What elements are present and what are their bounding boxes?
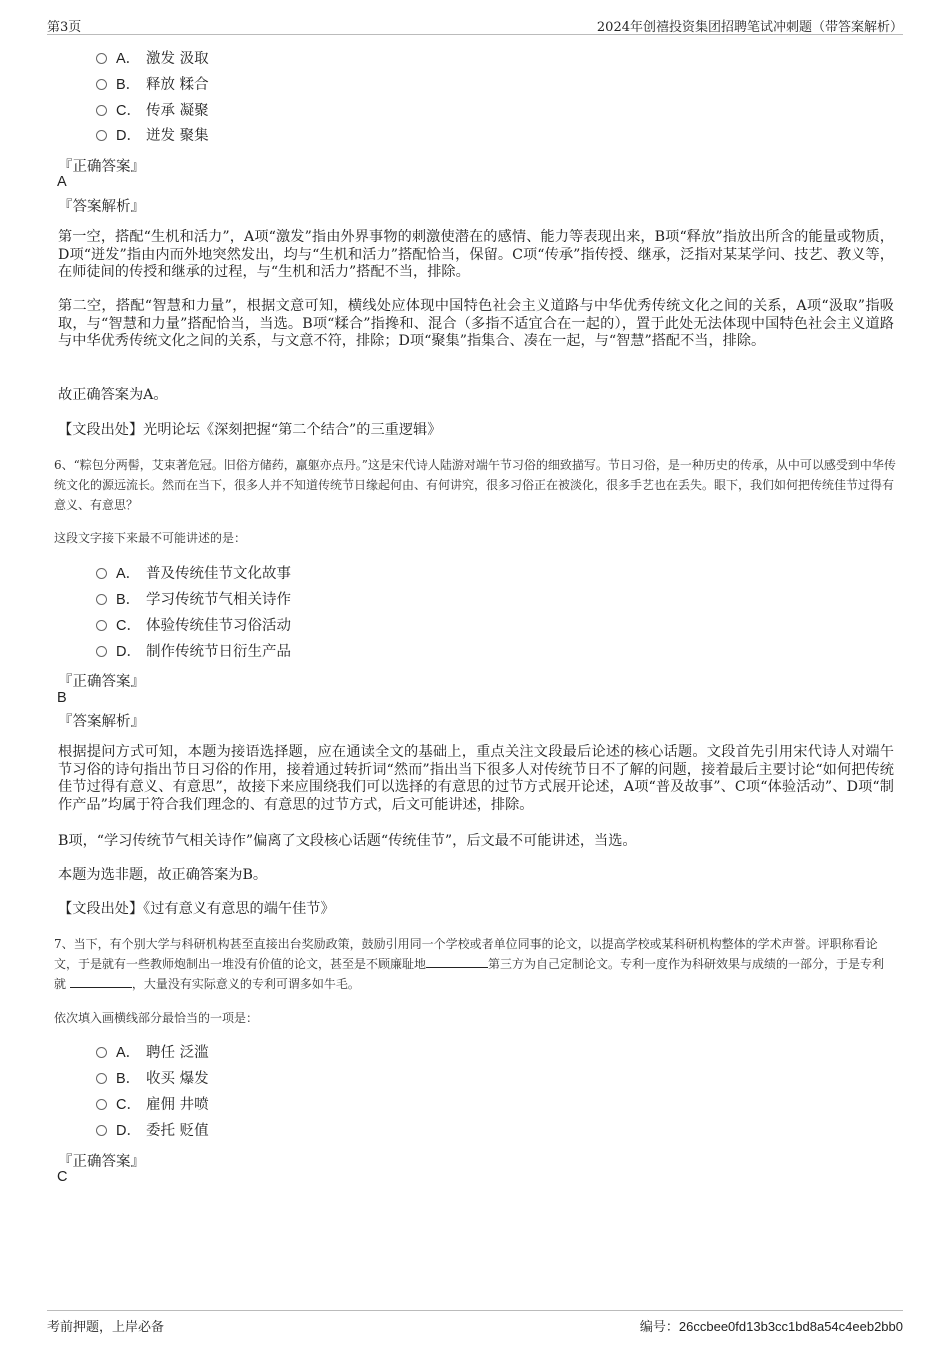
- q6-option-c[interactable]: C． 体验传统佳节习俗活动: [96, 615, 291, 637]
- q6-source: 【文段出处】《过有意义有意思的端午佳节》: [58, 901, 335, 917]
- q7-option-b[interactable]: B． 收买 爆发: [96, 1068, 209, 1090]
- document-code: 编号：26ccbee0fd13b3cc1bd8a54c4eeb2bb0: [639, 1319, 903, 1334]
- radio-icon[interactable]: [96, 105, 107, 116]
- footer-slogan: 考前押题，上岸必备: [47, 1320, 165, 1335]
- q6-analysis-3: 本题为选非题，故正确答案为B。: [58, 867, 268, 883]
- q7-option-d[interactable]: D． 委托 贬值: [96, 1120, 209, 1142]
- radio-icon[interactable]: [96, 568, 107, 579]
- radio-icon[interactable]: [96, 130, 107, 141]
- fill-blank-2: [70, 975, 132, 988]
- radio-icon[interactable]: [96, 1047, 107, 1058]
- q5-source: 【文段出处】光明论坛《深刻把握“第二个结合”的三重逻辑》: [58, 422, 442, 438]
- q5-analysis-3: 故正确答案为A。: [58, 387, 168, 403]
- q6-answer: B: [57, 690, 67, 706]
- analysis-label: 『答案解析』: [58, 714, 145, 730]
- analysis-label: 『答案解析』: [58, 199, 145, 215]
- radio-icon[interactable]: [96, 53, 107, 64]
- document-title: 2024年创禧投资集团招聘笔试冲刺题（带答案解析）: [596, 20, 903, 35]
- page-number: 第3页: [47, 20, 82, 35]
- page-footer: [47, 1310, 903, 1341]
- q7-stem: 7、当下，有个别大学与科研机构甚至直接出台奖励政策，鼓励引用同一个学校或者单位同事的论文，以提高学校或某科研机构整体的学术声誉。评职称看论文，于是就有一些教师炮制出一堆没有价值的论文，甚至是不顾廉耻地 第三方为自己定制论文。专利一度作为科研效果与成绩的一部分，于是专利就 ，大量没有实际意义的专利可谓多如牛毛。: [54, 937, 885, 991]
- q7-answer: C: [57, 1169, 68, 1185]
- radio-icon[interactable]: [96, 1125, 107, 1136]
- q5-option-b[interactable]: B． 释放 糅合: [96, 74, 209, 96]
- correct-answer-label: 『正确答案』: [58, 674, 145, 690]
- radio-icon[interactable]: [96, 594, 107, 605]
- radio-icon[interactable]: [96, 646, 107, 657]
- q6-analysis-2: B项，“学习传统节气相关诗作”偏离了文段核心话题“传统佳节”，后文最不可能讲述，当选。: [58, 833, 637, 849]
- radio-icon[interactable]: [96, 79, 107, 90]
- q5-analysis-1: 第一空，搭配“生机和活力”，A项“激发”指由外界事物的刺激使潜在的感情、能力等表现出来，B项“释放”指放出所含的能量或物质，D项“迸发”指由内而外地突然发出，均与“生机和活力”搭配恰当，保留。C项“传承”指传授、继承，泛指对某某学问、技艺、教义等，在师徒间的传授和继承的过程，与“生机和活力”搭配不当，排除。: [58, 229, 894, 280]
- correct-answer-label: 『正确答案』: [58, 159, 145, 175]
- q6-option-b[interactable]: B． 学习传统节气相关诗作: [96, 589, 291, 611]
- q7-option-a[interactable]: A． 聘任 泛滥: [96, 1042, 209, 1064]
- fill-blank-1: [426, 955, 488, 968]
- q5-option-d[interactable]: D． 迸发 聚集: [96, 125, 209, 147]
- q5-analysis-2: 第二空，搭配“智慧和力量”，根据文意可知，横线处应体现中国特色社会主义道路与中华优秀传统文化之间的关系，A项“汲取”指吸取，与“智慧和力量”搭配恰当，当选。B项“糅合”指搀和、混合（多指不适宜合在一起的），置于此处无法体现中国特色社会主义道路与中华优秀传统文化之间的关系，与文意不符，排除；D项“聚集”指集合、凑在一起，与“智慧”搭配不当，排除。: [58, 298, 894, 349]
- q5-option-a[interactable]: A． 激发 汲取: [96, 48, 209, 70]
- q6-stem: 6、“粽包分两髻，艾束著危冠。旧俗方储药，羸躯亦点丹。”这是宋代诗人陆游对端午节习俗的细致描写。节日习俗，是一种历史的传承，从中可以感受到中华传统文化的源远流长。然而在当下，很多人并不知道传统节日缘起何由、有何讲究，很多习俗正在被淡化，很多手艺也在丢失。眼下，我们如何把传统佳节过得有意义、有意思？: [54, 458, 896, 512]
- radio-icon[interactable]: [96, 1073, 107, 1084]
- q6-option-d[interactable]: D． 制作传统节日衍生产品: [96, 641, 291, 663]
- q7-option-c[interactable]: C． 雇佣 井喷: [96, 1094, 209, 1116]
- q5-option-c[interactable]: C． 传承 凝聚: [96, 100, 209, 122]
- q6-option-a[interactable]: A． 普及传统佳节文化故事: [96, 563, 291, 585]
- radio-icon[interactable]: [96, 1099, 107, 1110]
- q6-analysis-1: 根据提问方式可知，本题为接语选择题，应在通读全文的基础上，重点关注文段最后论述的核心话题。文段首先引用宋代诗人对端午节习俗的诗句指出节日习俗的作用，接着通过转折词“然而”指出当下很多人对传统节日不了解的问题，接着最后主要讨论“如何把传统佳节过得有意义、有意思”，故接下来应围绕我们可以选择的有意思的过节方式展开论述，A项“普及故事”、C项“体验活动”、D项“制作产品”均属于符合我们理念的、有意思的过节方式，后文可能讲述，排除。: [58, 744, 894, 813]
- q5-answer: A: [57, 174, 67, 190]
- q6-question: 这段文字接下来最不可能讲述的是：: [54, 531, 247, 545]
- correct-answer-label: 『正确答案』: [58, 1154, 145, 1170]
- radio-icon[interactable]: [96, 620, 107, 631]
- q7-question: 依次填入画横线部分最恰当的一项是：: [54, 1011, 259, 1025]
- page-header: [47, 14, 903, 35]
